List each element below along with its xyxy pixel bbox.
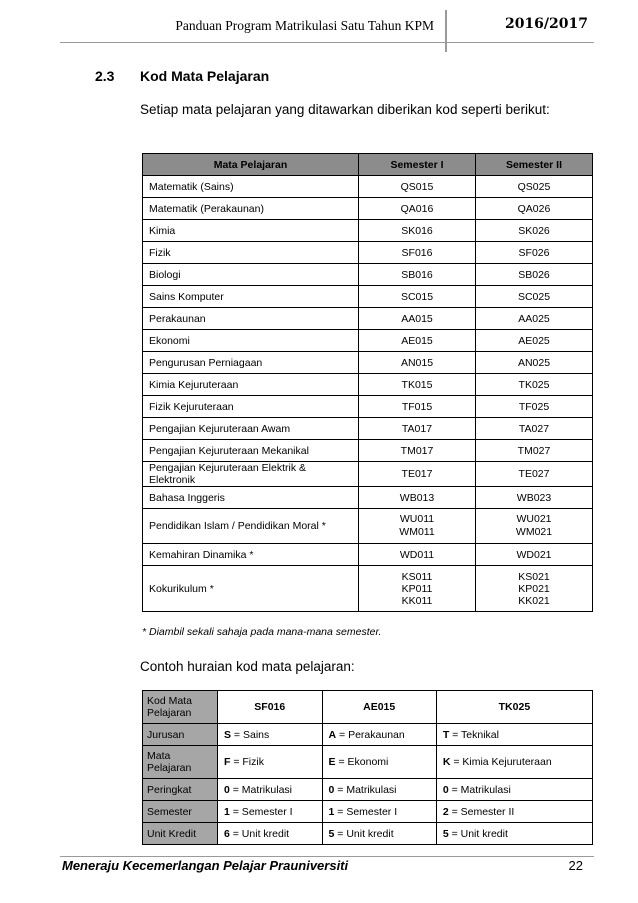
code-line: WU021 [516,513,552,525]
table-row [143,352,593,374]
table-row [143,440,593,462]
table-row [143,396,593,418]
breakdown-cell [218,823,323,845]
breakdown-cell [436,801,592,823]
cell-key: 1 [328,805,335,818]
table-row [143,462,593,487]
breakdown-row-label [143,823,218,845]
breakdown-cell [436,823,592,845]
sem1-code [359,566,476,612]
breakdown-row [143,801,593,823]
table-row [143,264,593,286]
cell-desc: = Teknikal [449,728,499,741]
breakdown-cell [436,746,592,779]
subject-name: Bahasa Inggeris [143,487,359,509]
sem2-code: AA025 [476,308,593,330]
header-rule [60,42,594,43]
label-line: Pelajaran [147,707,192,719]
sem1-code: QS015 [359,176,476,198]
section-number: 2.3 [95,68,115,84]
sem2-code: SK026 [476,220,593,242]
breakdown-row-label [143,801,218,823]
sem1-code: SB016 [359,264,476,286]
sem2-code: SB026 [476,264,593,286]
subject-name: Pendidikan Islam / Pendidikan Moral * [143,509,359,544]
code-line: KK021 [518,594,550,607]
cell-key: 0 [224,783,230,796]
code-line: KS011 [401,570,433,583]
header-year: 2016/2017 [504,16,588,32]
sem1-code: TE017 [359,462,476,487]
cell-desc: = Ekonomi [335,756,389,768]
cell-desc: = Unit kredit [229,827,290,840]
cell-key: 6 [224,827,230,840]
table-row [143,198,593,220]
subject-code-table [142,153,593,612]
breakdown-cell [218,746,323,779]
subject-name: Pengajian Kejuruteraan Mekanikal [143,440,359,462]
header-divider [445,10,447,52]
code-line: WM021 [515,526,553,538]
breakdown-cell [436,779,592,801]
subject-name: Ekonomi [143,330,359,352]
cell-desc: = Matrikulasi [448,783,511,796]
sem2-code: TF025 [476,396,593,418]
sem1-code: WD011 [359,544,476,566]
cell-key: 0 [442,783,449,796]
sem1-code: SC015 [359,286,476,308]
code-breakdown-table [142,690,593,845]
cell-desc: = Matrikulasi [229,783,292,796]
cell-key: 5 [328,827,335,840]
table-row [143,330,593,352]
subject-name: Kimia Kejuruteraan [143,374,359,396]
cell-key: 2 [442,805,449,818]
example-code: TK025 [436,691,592,724]
breakdown-row [143,779,593,801]
cell-desc: = Perakaunan [336,728,405,741]
sem1-code: TA017 [359,418,476,440]
sem2-code: QA026 [476,198,593,220]
table-row [143,242,593,264]
table-row [143,308,593,330]
sem1-code: QA016 [359,198,476,220]
cell-desc: = Sains [231,728,270,741]
subject-name: Kemahiran Dinamika * [143,544,359,566]
subject-name: Fizik [143,242,359,264]
label-line: Semester [147,805,192,818]
table-row [143,176,593,198]
code-line: WU011 [399,513,435,525]
subject-name: Matematik (Sains) [143,176,359,198]
cell-key: K [442,756,451,768]
breakdown-cell [322,801,436,823]
sem1-code: AA015 [359,308,476,330]
sem2-code: SF026 [476,242,593,264]
sem2-code: WB023 [476,487,593,509]
code-line: WM011 [399,526,435,538]
breakdown-cell [218,724,323,746]
table-row [143,566,593,612]
breakdown-table-body [143,691,593,845]
section-intro: Setiap mata pelajaran yang ditawarkan diberikan kod seperti berikut: [140,102,550,117]
footer-rule [60,856,594,857]
sem2-code: TE027 [476,462,593,487]
table-row [143,487,593,509]
table-row [143,544,593,566]
cell-desc: = Matrikulasi [334,783,397,796]
breakdown-row [143,823,593,845]
label-line: Pelajaran [147,762,192,774]
column-header-subject: Mata Pelajaran [143,154,359,176]
cell-desc: = Kimia Kejuruteraan [450,756,552,768]
sem1-code: AE015 [359,330,476,352]
section-title: Kod Mata Pelajaran [140,68,270,84]
sem2-code: WD021 [476,544,593,566]
sem1-code: TK015 [359,374,476,396]
subject-name: Perakaunan [143,308,359,330]
breakdown-cell [436,724,592,746]
sem1-code: TF015 [359,396,476,418]
page-header [60,10,594,38]
column-header-sem1: Semester I [359,154,476,176]
cell-desc: = Semester I [334,805,398,818]
sem1-code [359,509,476,544]
sem2-code [476,566,593,612]
code-line: KS021 [518,570,550,583]
cell-key: E [328,756,336,768]
breakdown-header-label [143,691,218,724]
label-line: Mata [147,750,171,762]
breakdown-row-label [143,724,218,746]
cell-desc: = Fizik [230,756,264,768]
example-code: AE015 [322,691,436,724]
subject-name: Biologi [143,264,359,286]
table-note: * Diambil sekali sahaja pada mana-mana semester. [142,626,382,638]
cell-desc: = Semester I [229,805,293,818]
cell-desc: = Unit kredit [448,827,508,840]
breakdown-row [143,724,593,746]
sem1-code: SF016 [359,242,476,264]
table-row [143,220,593,242]
cell-key: 5 [442,827,449,840]
label-line: Jurusan [147,728,185,741]
header-title: Panduan Program Matrikulasi Satu Tahun KPM [175,18,434,33]
footer-tagline: Meneraju Kecemerlangan Pelajar Prauniversiti [62,858,349,873]
breakdown-cell [218,801,323,823]
cell-key: S [224,728,232,741]
example-code: SF016 [218,691,323,724]
example-title: Contoh huraian kod mata pelajaran: [140,659,355,674]
table-header-row [143,154,593,176]
code-line: KK011 [401,594,433,607]
label-line: Peringkat [147,783,192,796]
cell-key: F [224,756,231,768]
cell-key: 1 [224,805,230,818]
sem2-code: SC025 [476,286,593,308]
subject-name: Matematik (Perakaunan) [143,198,359,220]
subject-name: Kokurikulum * [143,566,359,612]
sem2-code [476,509,593,544]
sem2-code: AN025 [476,352,593,374]
breakdown-row [143,746,593,779]
cell-key: T [442,728,450,741]
cell-key: A [328,728,337,741]
page-number: 22 [568,858,583,873]
sem2-code: TA027 [476,418,593,440]
table-row [143,286,593,308]
subject-name: Sains Komputer [143,286,359,308]
subject-name: Pengajian Kejuruteraan Awam [143,418,359,440]
cell-desc: = Unit kredit [334,827,394,840]
column-header-sem2: Semester II [476,154,593,176]
table-row [143,374,593,396]
sem2-code: TM027 [476,440,593,462]
sem2-code: AE025 [476,330,593,352]
breakdown-cell [218,779,323,801]
sem1-code: AN015 [359,352,476,374]
subject-name: Pengurusan Perniagaan [143,352,359,374]
breakdown-row-label [143,779,218,801]
sem2-code: QS025 [476,176,593,198]
breakdown-row-label [143,746,218,779]
cell-desc: = Semester II [448,805,515,818]
subject-name: Pengajian Kejuruteraan Elektrik & Elektronik [143,462,359,487]
breakdown-cell [322,724,436,746]
sem1-code: WB013 [359,487,476,509]
breakdown-cell [322,746,436,779]
sem2-code: TK025 [476,374,593,396]
breakdown-header-row [143,691,593,724]
label-line: Unit Kredit [147,827,197,840]
code-line: KP021 [518,582,550,595]
breakdown-cell [322,823,436,845]
table-row [143,418,593,440]
subject-name: Fizik Kejuruteraan [143,396,359,418]
table-row [143,509,593,544]
label-line: Kod Mata [147,695,192,707]
subject-name: Kimia [143,220,359,242]
breakdown-cell [322,779,436,801]
cell-key: 0 [328,783,335,796]
sem1-code: SK016 [359,220,476,242]
code-line: KP011 [401,582,433,595]
subject-table-body [143,176,593,612]
sem1-code: TM017 [359,440,476,462]
